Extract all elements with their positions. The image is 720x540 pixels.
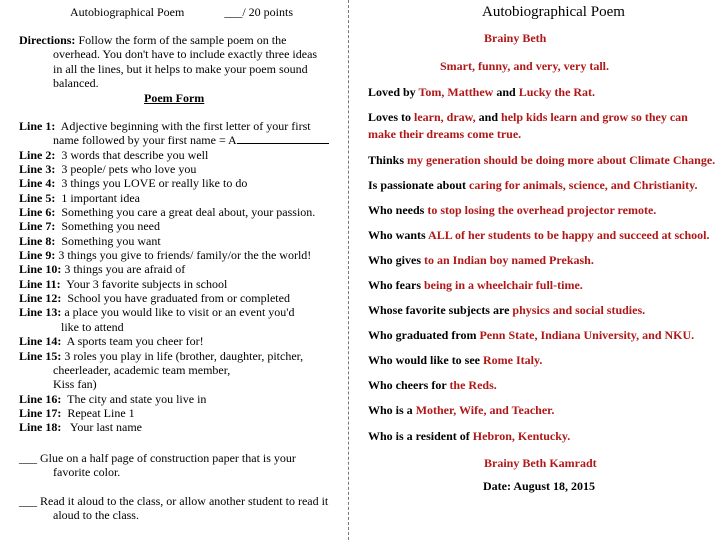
line-text: 3 things you LOVE or really like to do xyxy=(55,176,248,191)
poem-prompt-text: and xyxy=(493,85,519,99)
poem-prompt-text: Who needs xyxy=(368,203,428,217)
line-text: name followed by your first name = A xyxy=(53,133,237,148)
line-label: Line 13: xyxy=(19,305,62,320)
line-label: Line 11: xyxy=(19,276,61,291)
poem-form-heading: Poem Form xyxy=(144,91,205,105)
line-text: Repeat Line 1 xyxy=(61,405,135,420)
line-text: Your 3 favorite subjects in school xyxy=(60,276,228,291)
form-line xyxy=(19,406,339,420)
poem-prompt-text: Who cheers for xyxy=(368,378,450,392)
task-text: favorite color. xyxy=(53,465,121,480)
task-glue xyxy=(19,451,339,480)
form-line xyxy=(19,363,339,377)
form-line xyxy=(19,219,339,233)
poem-prompt-text: and xyxy=(475,110,502,124)
poem-answer-text: Mother, Wife, and Teacher. xyxy=(415,403,555,417)
form-line xyxy=(19,191,339,205)
line-text: The city and state you live in xyxy=(61,391,207,406)
poem-answer-text: help kids learn and grow so they can xyxy=(501,110,688,124)
line-label: Line 18: xyxy=(19,420,62,435)
poem-line xyxy=(368,83,720,102)
poem-answer-text: Rome Italy. xyxy=(483,353,543,367)
line-text: 3 things you are afraid of xyxy=(61,262,186,277)
line-text: Kiss fan) xyxy=(53,377,97,392)
poem-answer-text: the Reds. xyxy=(449,378,497,392)
poem-answer-text: caring for animals, science, and Christianity. xyxy=(469,178,698,192)
line-label: Line 1: xyxy=(19,119,56,133)
line-label: Line 2: xyxy=(19,147,56,162)
poem-prompt-text: Who is a resident of xyxy=(368,429,473,443)
poem-prompt-text: Who fears xyxy=(368,278,424,292)
line-text: School you have graduated from or completed xyxy=(61,291,290,306)
form-line xyxy=(19,262,339,276)
poem-answer-text: Tom, Matthew xyxy=(418,85,494,99)
line-text: Adjective beginning with the first letter of your first xyxy=(55,119,311,133)
poem-answer-text: make their dreams come true. xyxy=(368,127,522,141)
line-text: a place you would like to visit or an event you'd xyxy=(61,305,295,320)
directions-line: balanced. xyxy=(53,76,99,91)
poem-signature: Brainy Beth Kamradt xyxy=(484,456,597,470)
line-label: Line 15: xyxy=(19,348,62,363)
assignment-instructions xyxy=(0,0,345,540)
form-line xyxy=(19,133,339,147)
form-line xyxy=(19,334,339,348)
poem-line xyxy=(368,108,720,127)
line-label: Line 4: xyxy=(19,176,56,191)
line-label: Line 3: xyxy=(19,162,56,177)
poem-prompt-text: Who would like to see xyxy=(368,353,484,367)
poem-form-lines xyxy=(19,119,339,435)
form-line xyxy=(19,320,339,334)
line-label: Line 5: xyxy=(19,190,56,205)
poem-answer-text: being in a wheelchair full-time. xyxy=(424,278,583,292)
form-line xyxy=(19,119,339,133)
directions-line: in all the lines, but it helps to make your poem sound xyxy=(53,61,308,76)
poem-line xyxy=(368,176,720,195)
line-text: Something you need xyxy=(55,219,160,234)
line-label: Line 16: xyxy=(19,391,62,406)
line-text: 1 important idea xyxy=(55,190,140,205)
poem-prompt-text: Who gives xyxy=(368,253,425,267)
poem-answer-text: Hebron, Kentucky. xyxy=(472,429,571,443)
poem-prompt-text: Loved by xyxy=(368,85,419,99)
line-text: cheerleader, academic team member, xyxy=(53,362,231,377)
form-line xyxy=(19,420,339,434)
form-line xyxy=(19,377,339,391)
line-label: Line 17: xyxy=(19,405,62,420)
assignment-title: Autobiographical Poem xyxy=(70,5,185,19)
line-label: Line 6: xyxy=(19,205,56,220)
poem-line xyxy=(368,351,720,370)
line-label: Line 14: xyxy=(19,334,62,349)
form-line xyxy=(19,305,339,319)
task-read-aloud xyxy=(19,494,339,523)
poem-date: Date: August 18, 2015 xyxy=(483,479,596,493)
poem-line xyxy=(368,326,720,345)
poem-prompt-text: Who graduated from xyxy=(368,328,480,342)
line-text: Something you want xyxy=(55,233,161,248)
form-line xyxy=(19,392,339,406)
poem-line xyxy=(368,401,720,420)
poem-prompt-text: Whose favorite subjects are xyxy=(368,303,513,317)
line-text: Your last name xyxy=(61,420,143,435)
form-line xyxy=(19,277,339,291)
poem-prompt-text: Who wants xyxy=(368,228,429,242)
poem-prompt-text: Who is a xyxy=(368,403,416,417)
task-text: aloud to the class. xyxy=(53,508,139,523)
line-label: Line 7: xyxy=(19,219,56,234)
poem-prompt-text: Thinks xyxy=(368,153,408,167)
poem-answer-text: my generation should be doing more about Climate Change. xyxy=(407,153,716,167)
poem-prompt-text: Loves to xyxy=(368,110,414,124)
poem-answer-text: Lucky the Rat. xyxy=(518,85,596,99)
line-label: Line 9: xyxy=(19,248,56,263)
poem-answer-text: to an Indian boy named Prekash. xyxy=(424,253,594,267)
poem-adjectives: Smart, funny, and very, very tall. xyxy=(440,59,610,73)
poem-line xyxy=(368,276,720,295)
poem-line xyxy=(368,151,720,170)
poem-line xyxy=(368,251,720,270)
line-text: 3 roles you play in life (brother, daughter, pitcher, xyxy=(61,348,304,363)
form-line xyxy=(19,291,339,305)
task-text: ___ Read it aloud to the class, or allow another student to read it xyxy=(19,494,329,508)
poem-line xyxy=(368,427,720,446)
form-line xyxy=(19,248,339,262)
poem-answer-text: Penn State, Indiana University, and NKU. xyxy=(479,328,695,342)
poem-line xyxy=(368,376,720,395)
directions-label: Directions: xyxy=(19,33,76,47)
task-text: ___ Glue on a half page of construction paper that is your xyxy=(19,451,296,465)
directions-line: overhead. You don't have to include exactly three ideas xyxy=(53,47,318,62)
line-text: 3 people/ pets who love you xyxy=(55,162,197,177)
sample-poem xyxy=(352,0,720,540)
poem-line xyxy=(368,125,720,144)
assignment-header xyxy=(70,5,293,20)
poem-answer-text: to stop losing the overhead projector remote. xyxy=(427,203,657,217)
poem-answer-text: learn, draw, xyxy=(414,110,476,124)
form-line xyxy=(19,148,339,162)
line-text: 3 words that describe you well xyxy=(55,147,209,162)
poem-line xyxy=(368,226,720,245)
line-text: A sports team you cheer for! xyxy=(61,334,204,349)
line-label: Line 12: xyxy=(19,291,62,306)
form-line xyxy=(19,349,339,363)
sample-poem-title: Autobiographical Poem xyxy=(482,4,625,20)
line-text: 3 things you give to friends/ family/or the the world! xyxy=(55,248,312,263)
directions-line: Follow the form of the sample poem on the xyxy=(78,33,287,47)
poem-line xyxy=(368,301,720,320)
name-blank xyxy=(237,133,329,144)
column-divider xyxy=(348,0,349,540)
poem-line xyxy=(368,201,720,220)
poem-answer-text: physics and social studies. xyxy=(512,303,646,317)
directions xyxy=(19,33,334,91)
poem-name-line: Brainy Beth xyxy=(484,31,547,45)
poem-answer-text: ALL of her students to be happy and succeed at school. xyxy=(428,228,710,242)
line-label: Line 10: xyxy=(19,262,62,277)
form-line xyxy=(19,162,339,176)
points-field: ___/ 20 points xyxy=(224,5,293,19)
line-text: Something you care a great deal about, your passion. xyxy=(55,205,316,220)
form-line xyxy=(19,205,339,219)
poem-prompt-text: Is passionate about xyxy=(368,178,470,192)
line-text: like to attend xyxy=(61,319,124,334)
line-label: Line 8: xyxy=(19,233,56,248)
form-line xyxy=(19,176,339,190)
form-line xyxy=(19,234,339,248)
